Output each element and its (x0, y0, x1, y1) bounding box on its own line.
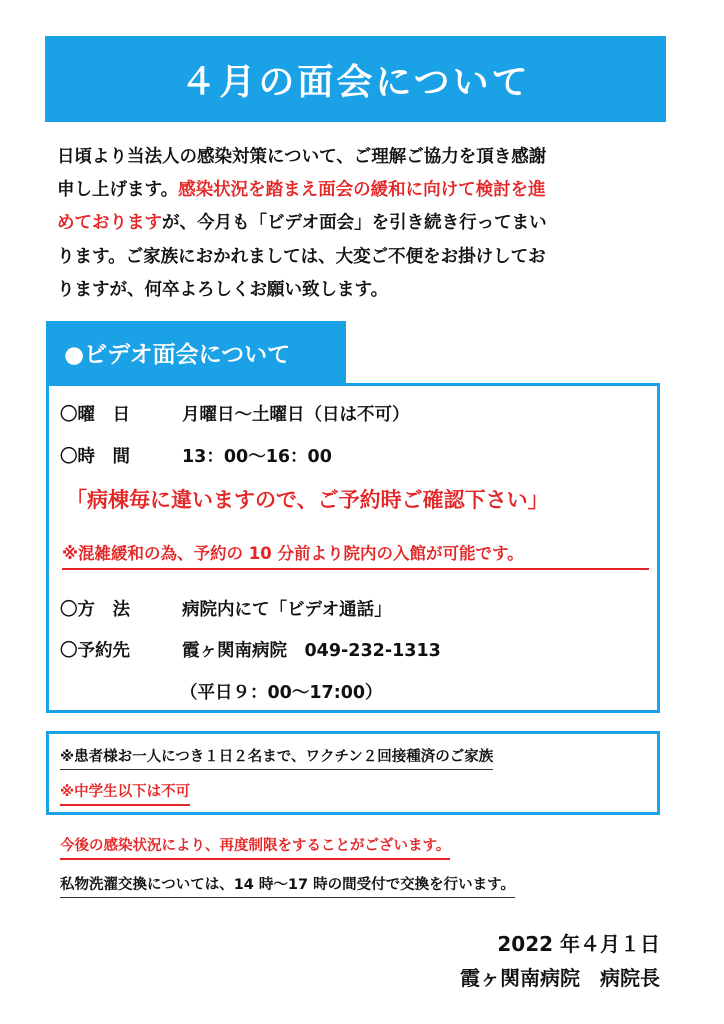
time-row (60, 443, 332, 468)
reservation-value: 霞ヶ関南病院 049-232-1313 (182, 641, 441, 661)
intro-paragraph (57, 141, 667, 307)
day-value: 月曜日～土曜日（日は不可） (182, 405, 410, 425)
laundry-notice: 私物洗濯交換については、14 時～17 時の間受付で交換を行います。 (60, 873, 515, 898)
issue-date: 2022 年４月１日 (497, 932, 660, 956)
time-value: 13：00～16：00 (182, 447, 332, 467)
day-row (60, 401, 410, 426)
restriction-notice: 今後の感染状況により、再度制限をすることがございます。 (60, 834, 450, 860)
crowd-notice: ※混雑緩和の為、予約の 10 分前より院内の入館が可能です。 (62, 540, 649, 570)
method-label: 〇方 法 (60, 600, 130, 620)
intro-text: 日頃より当法人の感染対策について、ご理解ご協力を頂き感謝 申し上げます。 (57, 147, 547, 201)
page-title: ４月の面会について (45, 36, 666, 122)
reservation-label: 〇予約先 (60, 641, 130, 661)
ward-notice: 「病棟毎に違いますので、ご予約時ご確認下さい」 (66, 488, 549, 512)
intro-text-continued: が、今月も「ビデオ面会」を引き続き行ってまい ります。ご家族におかれましては、大変ご不便をお掛けしてお りますが、何卒よろしくお願い致します。 (57, 213, 547, 300)
intro-highlight: 感染状況を踏まえ面会の緩和に向けて検討を進 めております (57, 180, 546, 234)
section-heading: ●ビデオ面会について (46, 321, 346, 383)
day-label: 〇曜 日 (60, 405, 130, 425)
condition-line-2: ※中学生以下は不可 (60, 780, 190, 806)
reservation-row (60, 637, 441, 662)
reservation-hours: （平日９：00～17:00） (180, 683, 383, 703)
method-row (60, 596, 392, 621)
signature: 霞ヶ関南病院 病院長 (460, 966, 660, 990)
condition-line-1: ※患者様お一人につき１日２名まで、ワクチン２回接種済のご家族 (60, 745, 493, 770)
method-value: 病院内にて「ビデオ通話」 (182, 600, 392, 620)
time-label: 〇時 間 (60, 447, 130, 467)
